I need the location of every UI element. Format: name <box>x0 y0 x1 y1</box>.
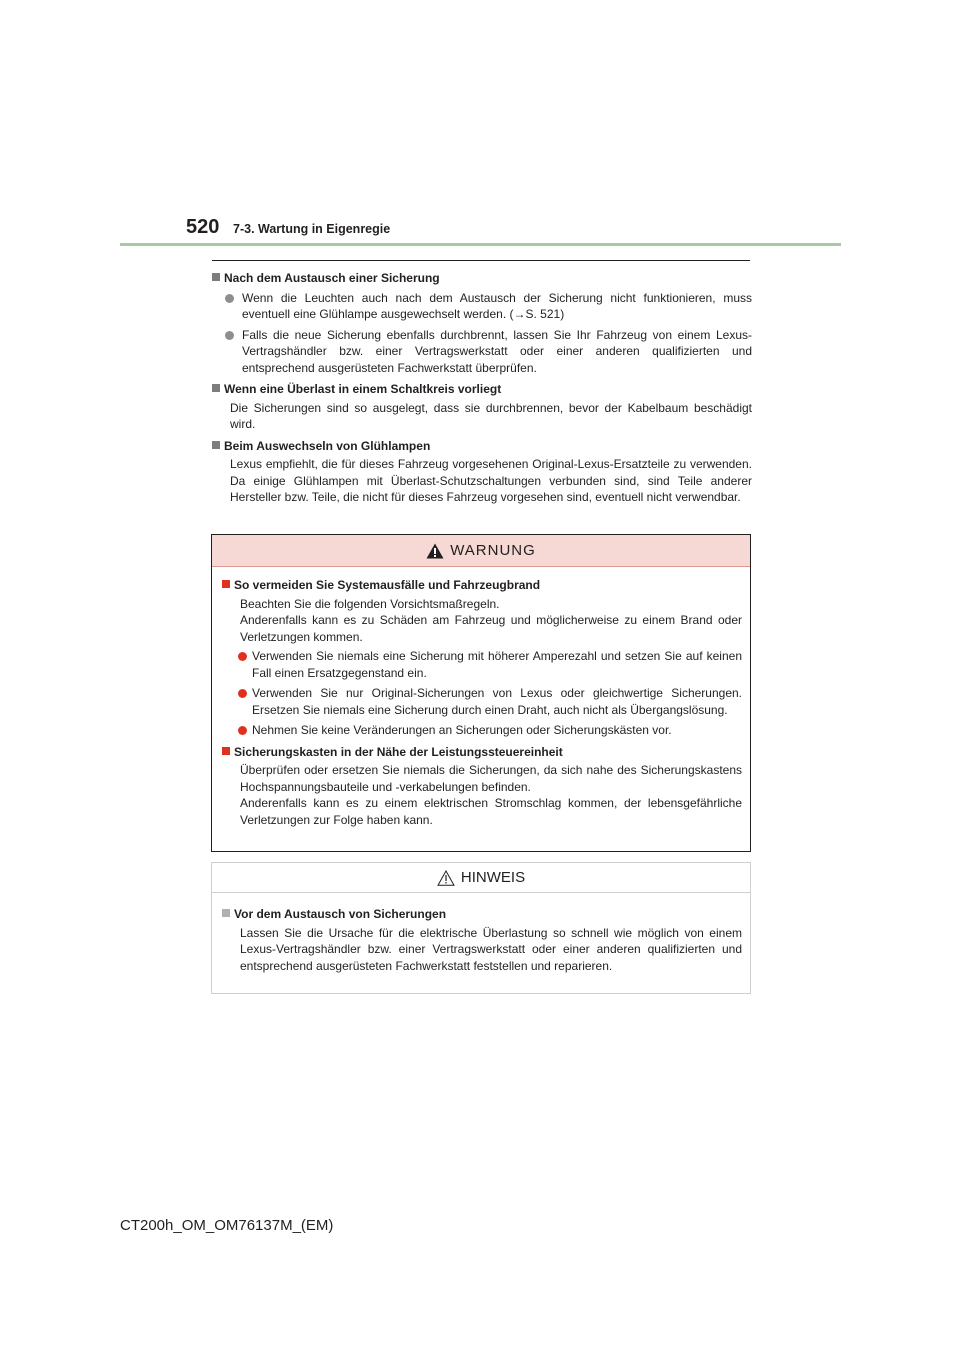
note-body <box>212 893 750 974</box>
warning-dot-icon <box>238 652 247 661</box>
content-top-rule <box>212 260 750 261</box>
warning-square-icon <box>222 580 230 588</box>
section-after-fuse-replacement <box>212 270 752 376</box>
warning-bullet <box>222 685 742 718</box>
warning-item-heading: So vermeiden Sie Systemausfälle und Fahrzeugbrand <box>234 578 541 592</box>
warning-bullet-text: Verwenden Sie nur Original-Sicherungen von Lexus oder gleichwertige Sicherungen. Ersetzen Sie niemals eine Sicherung durch einen Draht, auch nicht als Übergangslösung. <box>252 686 742 717</box>
warning-title-bar <box>212 535 750 567</box>
bullet-dot-icon <box>225 294 234 303</box>
warning-body <box>212 567 750 828</box>
main-content <box>212 270 752 511</box>
note-heading: Vor dem Austausch von Sicherungen <box>234 907 447 921</box>
header-rule <box>120 243 841 246</box>
warning-title: WARNUNG <box>450 542 536 559</box>
note-text: Lassen Sie die Ursache für die elektrische Überlastung so schnell wie möglich von einem Lexus-Vertragshändler bzw. einer Vertragswerkstatt oder einer anderen qualifizierten und entsprechend ausgerüsteten Fachwerkstatt feststellen und reparieren. <box>240 925 742 973</box>
warning-text: Beachten Sie die folgenden Vorsichtsmaßregeln. <box>240 596 500 611</box>
warning-bullet <box>222 648 742 681</box>
section-heading: Nach dem Austausch einer Sicherung <box>224 271 440 285</box>
warning-bullet <box>222 722 742 739</box>
caution-triangle-icon <box>437 870 455 886</box>
warning-item-heading: Sicherungskasten in der Nähe der Leistungssteuereinheit <box>234 744 563 759</box>
section-text: Die Sicherungen sind so ausgelegt, dass sie durchbrennen, bevor der Kabelbaum beschädigt wird. <box>230 400 752 431</box>
bullet-item <box>212 290 752 323</box>
bullet-text: Falls die neue Sicherung ebenfalls durchbrennt, lassen Sie Ihr Fahrzeug von einem Lexus-Vertragshändler bzw. einer Vertragswerkstatt oder einer anderen qualifizierten und entsprechend ausgerüsteten Fachwerkstatt überprüfen. <box>242 327 752 375</box>
section-text: Lexus empfiehlt, die für dieses Fahrzeug vorgesehenen Original-Lexus-Ersatzteile zu verwenden. Da einige Glühlampen mit Überlast-Schutzschaltungen verbunden sind, sind Teile anderer Hersteller bzw. Teile, die nicht für dieses Fahrzeug vorgesehen sind, eventuell nicht verwendbar. <box>230 457 752 504</box>
bullet-text: Wenn die Leuchten auch nach dem Austausch der Sicherung nicht funktionieren, muss eventuell eine Glühlampe ausgewechselt werden. (→S. 521) <box>242 290 752 321</box>
warning-square-icon <box>222 747 230 755</box>
page-number: 520 <box>186 216 220 238</box>
chapter-title: 7-3. Wartung in Eigenregie <box>233 222 391 236</box>
section-square-icon <box>212 384 220 392</box>
section-bulb-replacement <box>212 438 752 506</box>
warning-dot-icon <box>238 726 247 735</box>
note-square-icon <box>222 909 230 917</box>
note-title: HINWEIS <box>460 869 526 886</box>
warning-item <box>222 577 742 739</box>
section-overload <box>212 381 752 433</box>
note-title-bar <box>212 863 750 893</box>
warning-box <box>211 534 751 852</box>
bullet-item <box>212 327 752 377</box>
section-heading: Wenn eine Überlast in einem Schaltkreis vorliegt <box>224 382 502 396</box>
bullet-dot-icon <box>225 331 234 340</box>
warning-bullet-text: Nehmen Sie keine Veränderungen an Sicherungen oder Sicherungskästen vor. <box>252 723 672 737</box>
warning-item <box>222 744 742 829</box>
warning-triangle-icon <box>426 543 444 559</box>
note-box <box>211 862 751 994</box>
section-square-icon <box>212 273 220 281</box>
warning-text: Überprüfen oder ersetzen Sie niemals die Sicherungen, da sich nahe des Sicherungskastens Hochspannungsbauteile und -verkabelungen befinden. <box>240 763 742 794</box>
section-square-icon <box>212 441 220 449</box>
warning-bullet-text: Verwenden Sie niemals eine Sicherung mit höherer Amperezahl und setzen Sie auf keinen Fall einen Ersatzgegenstand ein. <box>252 649 742 680</box>
warning-text: Anderenfalls kann es zu einem elektrischen Stromschlag kommen, der lebensgefährliche Verletzungen zur Folge haben kann. <box>240 796 742 827</box>
section-heading: Beim Auswechseln von Glühlampen <box>224 438 431 453</box>
warning-dot-icon <box>238 689 247 698</box>
document-code: CT200h_OM_OM76137M_(EM) <box>120 1217 334 1234</box>
warning-text: Anderenfalls kann es zu Schäden am Fahrzeug und möglicherweise zu einem Brand oder Verletzungen kommen. <box>240 613 742 644</box>
